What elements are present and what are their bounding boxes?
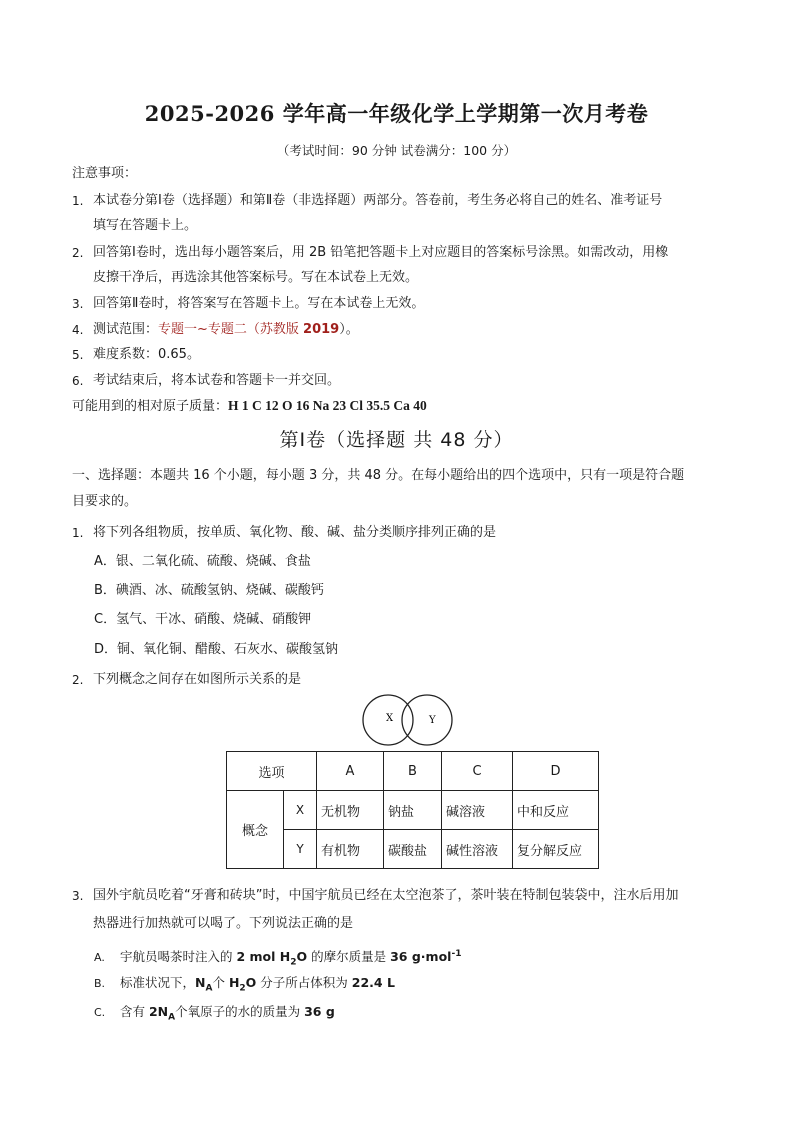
question-number: 3.: [72, 889, 84, 903]
option-superscript: -1: [451, 949, 462, 959]
option-c[interactable]: C．氢气、干冰、硝酸、烧碱、硝酸钾: [94, 612, 312, 627]
table-cell: 有机物: [317, 830, 384, 869]
section-intro-cont: 目要求的。: [72, 494, 138, 509]
table-header-cell: B: [384, 752, 442, 791]
option-c[interactable]: [94, 1002, 335, 1028]
table-cell: 碳酸盐: [384, 830, 442, 869]
test-scope-year: 2019: [303, 322, 340, 337]
option-subscript: 2: [239, 983, 246, 994]
option-formula: 2 mol H: [236, 949, 291, 965]
test-scope-suffix: ）。: [339, 322, 359, 337]
venn-label-x: X: [386, 713, 394, 724]
table-header-cell: 选项: [227, 752, 317, 791]
table-header-cell: A: [317, 752, 384, 791]
question-stem: 国外宇航员吃着“牙膏和砖块”时，中国宇航员已经在太空泡茶了，茶叶装在特制包装袋中，注水后用加: [93, 888, 679, 903]
option-formula: 2N: [148, 1004, 169, 1019]
atomic-mass-line: [72, 396, 427, 417]
option-subscript: 2: [290, 957, 297, 968]
option-formula: H: [228, 975, 240, 990]
test-scope-value: 专题一~专题二（苏教版: [158, 322, 304, 337]
table-cell: 碱性溶液: [442, 830, 513, 869]
table-header-row: [227, 752, 599, 791]
note-text: 本试卷分第Ⅰ卷（选择题）和第Ⅱ卷（非选择题）两部分。答卷前，考生务必将自己的姓名、准考证号: [93, 193, 663, 208]
section-intro: 一、选择题：本题共 16 个小题，每小题 3 分，共 48 分。在每小题给出的四个选项中，只有一项是符合题: [72, 468, 685, 483]
venn-diagram: [355, 693, 459, 749]
option-text: 宇航员喝茶时注入的: [120, 949, 237, 965]
option-value: 22.4 L: [351, 975, 395, 990]
option-text: 的摩尔质量是: [307, 949, 391, 965]
option-formula: N: [195, 975, 206, 990]
note-text-cont: 填写在答题卡上。: [93, 218, 198, 233]
table-cell: 无机物: [317, 791, 384, 830]
note-text: 回答第Ⅱ卷时，将答案写在答题卡上。写在本试卷上无效。: [93, 296, 425, 311]
table-cell: 钠盐: [384, 791, 442, 830]
option-label: C.: [94, 1006, 106, 1019]
atomic-mass-values: H 1 C 12 O 16 Na 23 Cl 35.5 Ca 40: [228, 398, 427, 413]
option-label: B.: [94, 977, 106, 990]
row-label-cell: 概念: [227, 791, 284, 869]
option-text: 分子所占体积为: [256, 975, 352, 990]
option-text: 个氧原子的水的质量为: [175, 1004, 305, 1019]
row-key-cell: X: [284, 791, 317, 830]
option-value: 36 g·mol: [390, 949, 452, 965]
venn-label-y: Y: [429, 715, 436, 726]
option-subscript: A: [205, 983, 213, 994]
question-stem-cont: 热器进行加热就可以喝了。下列说法正确的是: [93, 916, 354, 931]
note-text: [93, 320, 359, 340]
note-number: 1.: [72, 194, 84, 208]
option-formula: O: [296, 949, 308, 965]
option-value: 36 g: [304, 1004, 335, 1019]
question-stem: 下列概念之间存在如图所示关系的是: [93, 672, 302, 687]
note-text: 难度系数：0.65。: [93, 347, 200, 362]
option-text: 含有: [120, 1004, 149, 1019]
note-text-cont: 皮擦干净后，再选涂其他答案标号。写在本试卷上无效。: [93, 270, 419, 285]
notes-heading: 注意事项：: [72, 166, 138, 181]
option-d[interactable]: D．铜、氧化铜、醋酸、石灰水、碳酸氢钠: [94, 642, 339, 657]
venn-circle-y: [402, 695, 452, 745]
section-title: 第Ⅰ卷（选择题 共 48 分）: [279, 429, 514, 451]
test-scope-label: 测试范围：: [93, 322, 159, 337]
option-formula: O: [245, 975, 257, 990]
atomic-mass-label: 可能用到的相对原子质量：: [72, 399, 229, 414]
option-b[interactable]: B．碘酒、冰、硫酸氢钠、烧碱、碳酸钙: [94, 583, 324, 598]
note-number: 4.: [72, 323, 84, 337]
exam-title: 2025-2026 学年高一年级化学上学期第一次月考卷: [144, 101, 649, 126]
row-key-cell: Y: [284, 830, 317, 869]
option-a[interactable]: [94, 944, 461, 973]
option-text: 标准状况下，: [120, 975, 196, 990]
option-label: A.: [94, 951, 105, 965]
option-text: 个: [212, 975, 229, 990]
table-row: [227, 791, 599, 830]
table-header-cell: D: [513, 752, 599, 791]
note-number: 6.: [72, 374, 84, 388]
question-number: 2.: [72, 673, 84, 687]
table-header-cell: C: [442, 752, 513, 791]
question-number: 1.: [72, 526, 84, 540]
option-b[interactable]: [94, 973, 395, 999]
table-cell: 中和反应: [513, 791, 599, 830]
note-number: 2.: [72, 246, 84, 260]
option-a[interactable]: A．银、二氧化硫、硫酸、烧碱、食盐: [94, 554, 311, 569]
concept-table: [226, 751, 599, 869]
option-subscript: A: [168, 1012, 176, 1023]
note-text: 回答第Ⅰ卷时，选出每小题答案后，用 2B 铅笔把答题卡上对应题目的答案标号涂黑。如需改动，用橡: [93, 245, 669, 260]
note-number: 3.: [72, 297, 84, 311]
question-stem: 将下列各组物质，按单质、氧化物、酸、碱、盐分类顺序排列正确的是: [93, 525, 497, 540]
exam-subtitle: （考试时间：90 分钟 试卷满分：100 分）: [276, 143, 517, 158]
table-cell: 复分解反应: [513, 830, 599, 869]
table-cell: 碱溶液: [442, 791, 513, 830]
note-text: 考试结束后，将本试卷和答题卡一并交回。: [93, 373, 341, 388]
note-number: 5.: [72, 348, 84, 362]
